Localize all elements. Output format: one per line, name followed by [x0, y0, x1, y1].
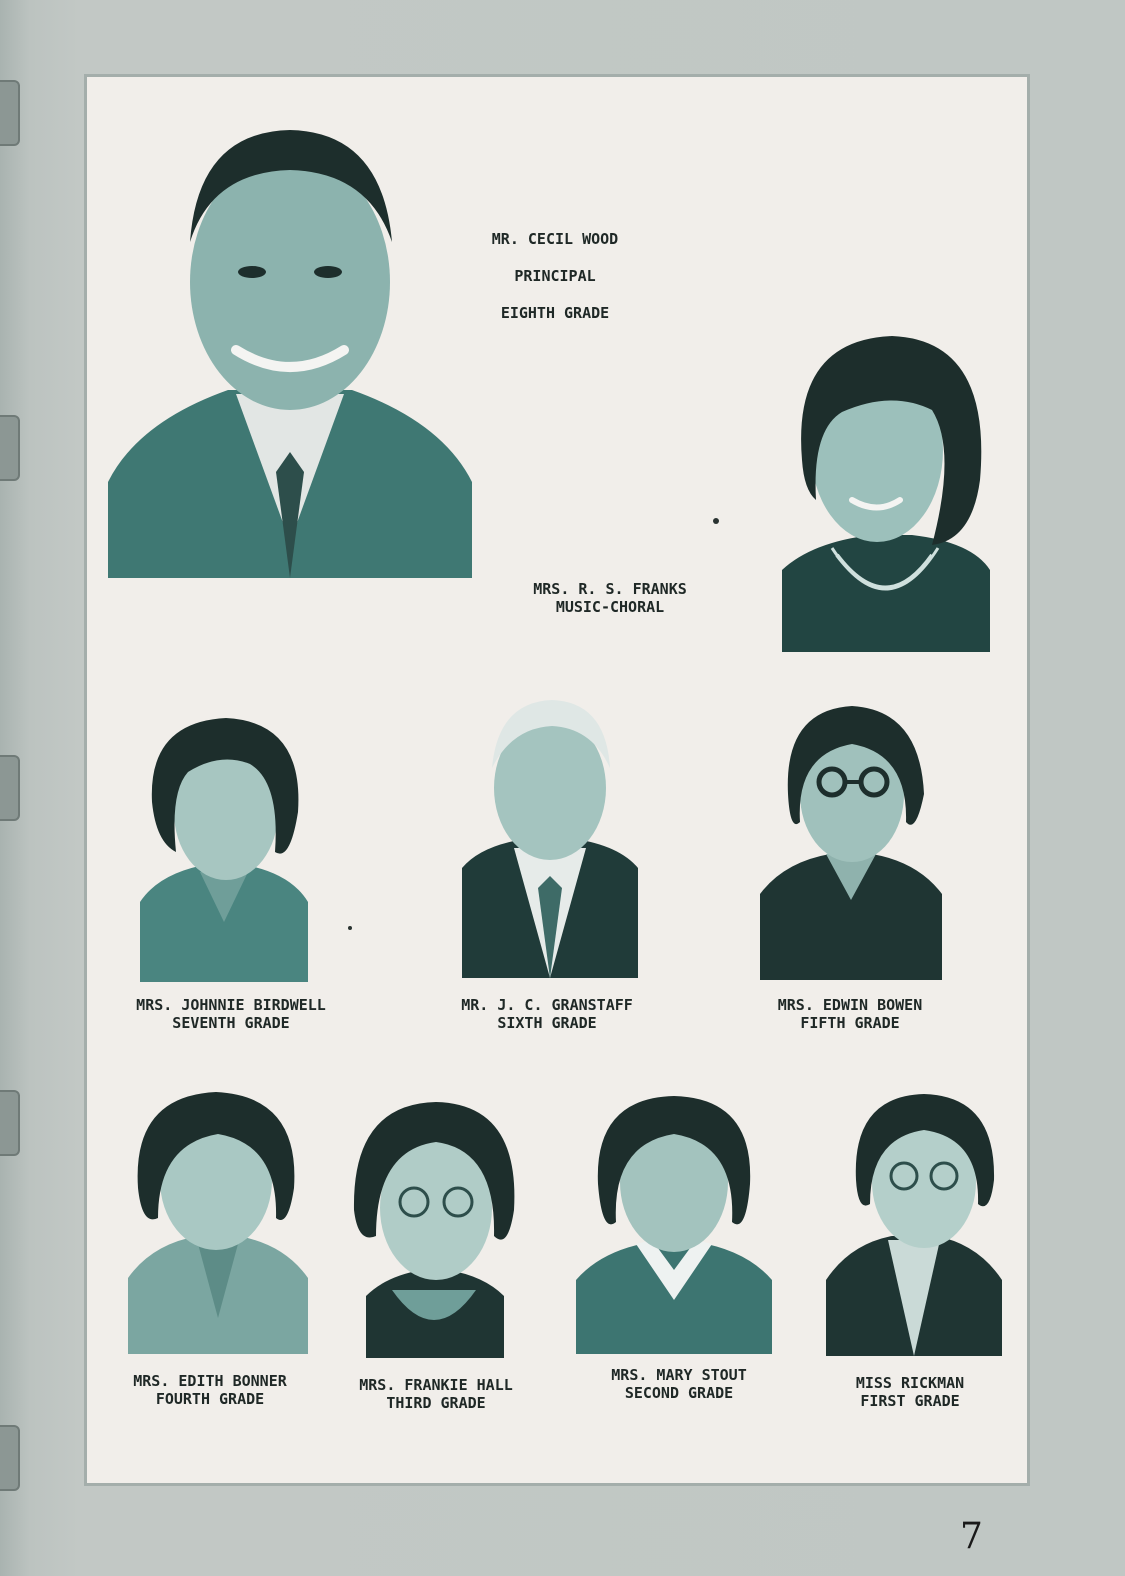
- teacher-grade: FIFTH GRADE: [800, 1014, 900, 1032]
- portrait-seventh-grade-graphic: [140, 712, 308, 982]
- portrait-second-grade: [576, 1094, 772, 1354]
- music-teacher-name: MRS. R. S. FRANKS: [533, 580, 687, 598]
- caption-fifth-grade: [750, 996, 950, 1032]
- teacher-grade: SIXTH GRADE: [497, 1014, 597, 1032]
- teacher-name: MR. J. C. GRANSTAFF: [461, 996, 633, 1014]
- principal-caption: [455, 230, 655, 341]
- teacher-name: MRS. JOHNNIE BIRDWELL: [136, 996, 326, 1014]
- binding-tab: [0, 415, 20, 481]
- teacher-grade: FIRST GRADE: [860, 1392, 960, 1410]
- binding-tab: [0, 1425, 20, 1491]
- binding-tab: [0, 1090, 20, 1156]
- portrait-principal: [108, 122, 472, 578]
- portrait-sixth-grade: [462, 698, 638, 978]
- caption-first-grade: [826, 1374, 994, 1410]
- portrait-fourth-grade-graphic: [128, 1088, 308, 1354]
- teacher-grade: SEVENTH GRADE: [172, 1014, 290, 1032]
- teacher-name: MRS. EDITH BONNER: [133, 1372, 287, 1390]
- caption-sixth-grade: [432, 996, 662, 1032]
- principal-grade: EIGHTH GRADE: [500, 304, 610, 322]
- page-number: 7: [960, 1516, 983, 1557]
- teacher-grade: SECOND GRADE: [624, 1384, 734, 1402]
- teacher-name: MRS. FRANKIE HALL: [359, 1376, 513, 1394]
- portrait-first-grade: [826, 1094, 1002, 1356]
- teacher-grade: THIRD GRADE: [386, 1394, 486, 1412]
- portrait-fourth-grade: [128, 1088, 308, 1354]
- caption-third-grade: [332, 1376, 540, 1412]
- portrait-third-grade-graphic: [352, 1100, 516, 1358]
- teacher-name: MISS RICKMAN: [855, 1374, 965, 1392]
- caption-seventh-grade: [108, 996, 354, 1032]
- portrait-sixth-grade-graphic: [462, 698, 638, 978]
- portrait-music-teacher-graphic: [782, 330, 990, 652]
- portrait-fifth-grade-graphic: [760, 704, 942, 980]
- teacher-name: MRS. MARY STOUT: [611, 1366, 747, 1384]
- binding-tab: [0, 80, 20, 146]
- portrait-principal-graphic: [108, 122, 472, 578]
- portrait-first-grade-graphic: [826, 1094, 1002, 1356]
- binding-tab: [0, 755, 20, 821]
- teacher-name: MRS. EDWIN BOWEN: [777, 996, 923, 1014]
- portrait-music-teacher: [782, 330, 990, 652]
- music-teacher-subject: MUSIC-CHORAL: [555, 598, 665, 616]
- print-speck: [348, 926, 352, 930]
- principal-role: PRINCIPAL: [514, 267, 596, 285]
- principal-name: MR. CECIL WOOD: [491, 230, 619, 248]
- print-speck: [713, 518, 719, 524]
- portrait-fifth-grade: [760, 704, 942, 980]
- portrait-second-grade-graphic: [576, 1094, 772, 1354]
- caption-music-teacher: [505, 580, 715, 616]
- caption-fourth-grade: [106, 1372, 314, 1408]
- portrait-third-grade: [352, 1100, 516, 1358]
- caption-second-grade: [584, 1366, 774, 1402]
- teacher-grade: FOURTH GRADE: [155, 1390, 265, 1408]
- portrait-seventh-grade: [140, 712, 308, 982]
